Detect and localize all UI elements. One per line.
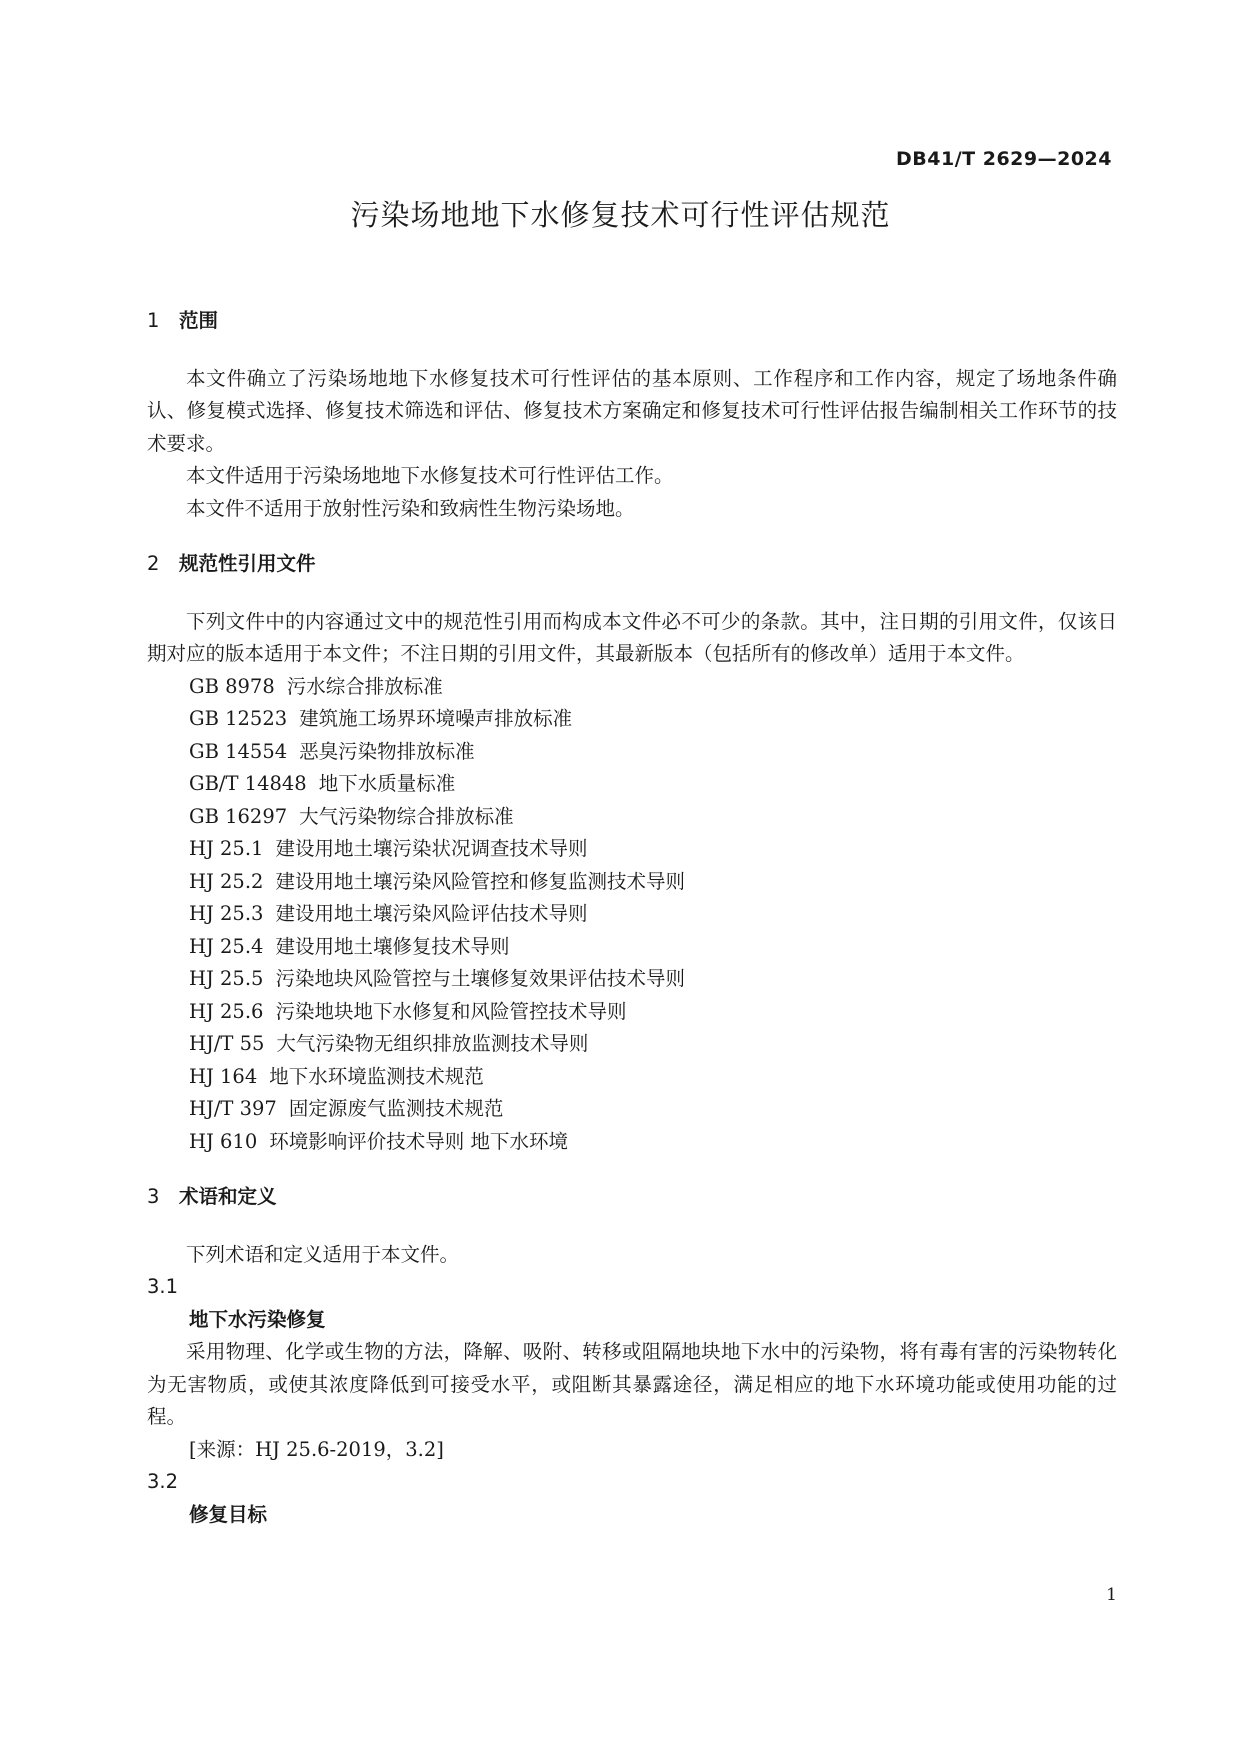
reference-item: [147, 963, 1117, 996]
reference-name: 建设用地土壤污染状况调查技术导则: [275, 837, 588, 860]
reference-name: 建设用地土壤污染风险管控和修复监测技术导则: [275, 869, 685, 893]
paragraph: 下列术语和定义适用于本文件。: [186, 1242, 460, 1266]
paragraph: 本文件适用于污染场地地下水修复技术可行性评估工作。: [186, 464, 674, 487]
reference-code: GB 14554: [189, 739, 288, 763]
reference-code: HJ/T 55: [189, 1032, 265, 1055]
reference-code: HJ 25.6: [189, 999, 264, 1023]
reference-code: HJ 25.3: [189, 902, 264, 925]
reference-item: [147, 1126, 1117, 1159]
reference-code: GB 12523: [189, 707, 288, 730]
reference-code: HJ 25.5: [189, 967, 264, 990]
reference-code: GB 16297: [189, 804, 288, 828]
reference-item: [147, 671, 1117, 704]
reference-code: HJ 25.2: [189, 869, 264, 893]
term-definition: 采用物理、化学或生物的方法，降解、吸附、转移或阻隔地块地下水中的污染物，将有毒有害的污染物转化为无害物质，或使其浓度降低到可接受水平，或阻断其暴露途径，满足相应的地下水环境功能或使用功能的过程。: [147, 1340, 1117, 1428]
section-number: 1: [147, 309, 160, 332]
reference-item: [147, 1028, 1117, 1061]
reference-name: 建设用地土壤修复技术导则: [275, 934, 510, 958]
document-body: [147, 305, 1117, 1531]
document-title: 污染场地地下水修复技术可行性评估规范: [350, 198, 891, 232]
reference-name: 大气污染物综合排放标准: [299, 804, 514, 828]
reference-name: 地下水质量标准: [318, 772, 456, 795]
reference-code: HJ 25.4: [189, 934, 264, 958]
reference-item: [147, 736, 1117, 769]
term-name: 地下水污染修复: [189, 1307, 326, 1331]
reference-item: [147, 833, 1117, 866]
section-number: 3: [147, 1185, 160, 1208]
reference-item: [147, 768, 1117, 801]
reference-item: [147, 866, 1117, 899]
reference-name: 污水综合排放标准: [286, 674, 443, 698]
reference-code: HJ/T 397: [189, 1097, 277, 1120]
reference-item: [147, 1093, 1117, 1126]
section-title: 术语和定义: [179, 1185, 277, 1208]
term-number: 3.2: [147, 1470, 179, 1493]
reference-item: [147, 931, 1117, 964]
reference-name: 地下水环境监测技术规范: [269, 1064, 484, 1088]
reference-code: GB/T 14848: [189, 772, 307, 795]
section-title: 规范性引用文件: [179, 552, 316, 575]
reference-list: [147, 671, 1117, 1159]
reference-item: [147, 996, 1117, 1029]
section-heading-terms-and-definitions: [147, 1181, 1117, 1214]
reference-item: [147, 703, 1117, 736]
section-heading-scope: [147, 305, 1117, 338]
term-number: 3.1: [147, 1275, 179, 1298]
term-name: 修复目标: [189, 1502, 268, 1526]
reference-name: 环境影响评价技术导则 地下水环境: [269, 1129, 568, 1153]
term-source: [来源：HJ 25.6-2019，3.2]: [189, 1437, 444, 1461]
reference-item: [147, 898, 1117, 931]
reference-item: [147, 801, 1117, 834]
page-number: 1: [1106, 1585, 1117, 1605]
paragraph: 下列文件中的内容通过文中的规范性引用而构成本文件必不可少的条款。其中，注日期的引用文件，仅该日期对应的版本适用于本文件；不注日期的引用文件，其最新版本（包括所有的修改单）适用于本文件。: [147, 609, 1117, 665]
reference-code: GB 8978: [189, 674, 275, 698]
reference-name: 污染地块地下水修复和风险管控技术导则: [275, 999, 627, 1023]
paragraph: 本文件确立了污染场地地下水修复技术可行性评估的基本原则、工作程序和工作内容，规定了场地条件确认、修复模式选择、修复技术筛选和评估、修复技术方案确定和修复技术可行性评估报告编制相关工作环节的技术要求。: [147, 366, 1117, 455]
reference-item: [147, 1061, 1117, 1094]
section-heading-normative-references: [147, 548, 1117, 581]
reference-name: 恶臭污染物排放标准: [299, 739, 475, 763]
reference-code: HJ 610: [189, 1129, 258, 1153]
reference-code: HJ 164: [189, 1064, 258, 1088]
section-title: 范围: [179, 309, 219, 332]
reference-name: 建设用地土壤污染风险评估技术导则: [275, 902, 588, 925]
section-number: 2: [147, 552, 160, 575]
paragraph: 本文件不适用于放射性污染和致病性生物污染场地。: [186, 496, 635, 520]
reference-code: HJ 25.1: [189, 837, 264, 860]
reference-name: 大气污染物无组织排放监测技术导则: [276, 1032, 589, 1055]
standard-code: DB41/T 2629—2024: [896, 148, 1112, 170]
reference-name: 污染地块风险管控与土壤修复效果评估技术导则: [275, 967, 685, 990]
reference-name: 固定源废气监测技术规范: [288, 1097, 504, 1120]
reference-name: 建筑施工场界环境噪声排放标准: [299, 707, 573, 730]
